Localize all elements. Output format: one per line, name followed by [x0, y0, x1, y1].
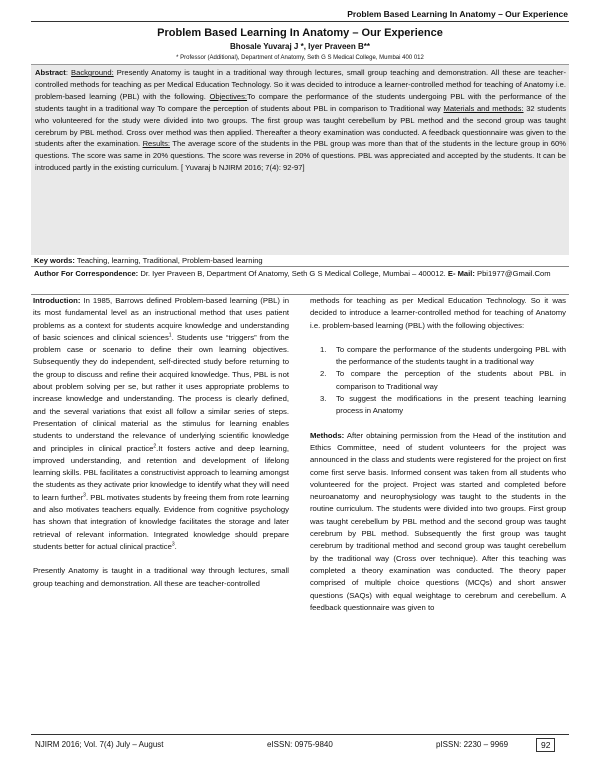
list-item: 2. To compare the perception of the students about PBL in comparison to Traditional way: [320, 369, 566, 391]
article-title: Problem Based Learning In Anatomy – Our Experience: [157, 27, 443, 39]
right-column: [310, 295, 566, 626]
abstract: Abstract: Background: Presently Anatomy is taught in a traditional way through lectures, small group teaching and demonstration. All these are teacher-controlled methods for teaching as per Medical Education Technology. So it was decided to introduce a learner-controlled method for teaching of Anatomy i.e. problem-based learning (PBL) with the following. Objectives:To compare the performance of the students undergoing PBL with the performance of the students taught in a traditional way To compare the perception of students about PBL in comparison to Traditional way Materials and methods: 32 students who volunteered for the study were divided into two groups. The first group was taught cerebellum by PBL method and the second group was taught cerebrum by PBL method. Cross over method was then applied. Thereafter a theory examination was conducted. A feedback questionnaire was given to the students after the examination. Results: The average score of the students in the PBL group was more than that of the students in the lecture group in 60% questions. The score was same in 20% questions. The score was reverse in 20% of questions. PBL was appreciated and accepted by the students. It can be introduced partly in the existing curriculum. [ Yuvaraj b NJIRM 2016; 7(4): 92-97]: [35, 68, 567, 173]
citation-ref: 2: [153, 443, 157, 449]
abstract-label: Abstract: [35, 68, 66, 77]
pissn: pISSN: 2230 – 9969: [436, 740, 509, 749]
article-authors: Bhosale Yuvaraj J *, Iyer Praveen B**: [230, 42, 370, 51]
left-column: [33, 295, 289, 602]
introduction-label: Introduction:: [33, 296, 81, 305]
correspondence-label: Author For Correspondence:: [34, 269, 139, 278]
email-address: Pbi1977@Gmail.Com: [474, 269, 551, 278]
continued-paragraph: methods for teaching as per Medical Education Technology. So it was decided to introduce a learner-controlled method for teaching of Anatomy i.e. problem-based learning (PBL) with the following objectives:: [310, 296, 566, 330]
correspondence: [31, 268, 569, 280]
header-rule: [31, 21, 569, 22]
page-footer: [31, 738, 569, 752]
methods-paragraph: Methods: After obtaining permission from the Head of the institution and Ethics Committee, need of student volunteers for the project was announced in the class and students were registered for the project on first come first serve basis. Informed consent was taken from all students who volunteered for the project. Project was started and completed before neuroanatomy and neurophysiology was taught to the students in the routine curriculum. The students were divided into two groups. First group was taught cerebellum by PBL method and the second group was taught cerebrum by PBL method. Subsequently the first group was taught cerebrum by traditional method and second group was taught cerebellum by the traditional way (Cross over technique). After this teaching was completed a theory examination was conducted. The theory paper comprised of multiple choice questions (MCQs) and short answer questions (SAQs) with equal weightage to cerebrum and cerebellum. A feedback questionnaire was given to: [310, 430, 566, 612]
methods-label: Materials and methods:: [443, 103, 524, 113]
results-text: The average score of the students in the PBL group was more than that of the students in the lecture group in 60% questions. The score was same in 20% questions. The score was reverse in 20% of questions. PBL was appreciated and accepted by the students. It can be introduced partly in the existing curriculum. [ Yuvaraj b NJIRM 2016; 7(4): 92-97]: [35, 139, 566, 173]
citation-ref: 1: [168, 332, 172, 339]
email-label: E- Mail:: [447, 269, 475, 278]
running-head: Problem Based Learning In Anatomy – Our Experience: [347, 9, 568, 19]
list-item: 1. To compare the performance of the students undergoing PBL with the performance of the students taught in a traditional way: [320, 344, 566, 367]
objectives-label: Objectives:: [209, 91, 248, 101]
citation-ref: 3: [83, 492, 86, 499]
introduction-paragraph: Introduction: In 1985, Barrows defined Problem-based learning (PBL) in its most fundamental level as an instructional method that uses patient problems as a context for students acquire knowledge and understanding of basic sciences and clinical sciences$^1$. Students use “triggers” from the problem case or scenario to define their own learning objectives. Subsequently they do independent, self-directed study before returning to the group to discuss and refine their acquired knowledge. Thus, PBL is not about problem solving per se, but rather it uses appropriate problems to increase knowledge and understanding. The process is clearly defined, and the several variations that exist all follow a similar series of steps. Presentation of clinical material as the stimulus for learning enables students to understand the relevance of underlying scientific knowledge and principles in clinical practice$^2$.It fosters active and deep learning, improved understanding, and retention and development of lifelong learning skills. PBL facilitates a constructivist approach to learning amongst the students as they activate prior knowledge to identify what they will need to learn further$^3$. PBL motivates students by freeing them from rote learning and also motivates teachers equally. Evidence from cognitive psychology has shown that integration of knowledge facilitates the storage and later retrieval of relevant information. Integrated knowledge should prepare students better for actual clinical practice$^3$.: [33, 296, 289, 551]
journal-citation: NJIRM 2016; Vol. 7(4) July – August: [35, 740, 164, 749]
author-affiliation: * Professor (Additional), Department of Anatomy, Seth G S Medical College, Mumbai 400 012: [176, 55, 424, 61]
background-label: Background:: [71, 68, 114, 77]
eissn: eISSN: 0975-9840: [267, 740, 333, 749]
methods-text: 32 students who volunteered for the study were divided into two groups. The first group was taught cerebellum by PBL method and the second group was taught cerebrum by PBL method. Cross over method was then applied. Thereafter a theory examination was conducted. A feedback questionnaire was given to the students after the examination.: [35, 103, 567, 149]
page-number: 92: [536, 738, 555, 752]
citation-ref: 3: [171, 541, 175, 548]
background-text: Presently Anatomy is taught in a traditional way through lectures, small group teaching and demonstration. All these are teacher-controlled methods for teaching as per Medical Education Technology. So it was decided to introduce a learner-controlled method for teaching of Anatomy i.e. problem-based learning (PBL) with the following.: [35, 68, 566, 101]
second-paragraph: Presently Anatomy is taught in a traditional way through lectures, small group teaching and demonstration. All these are teacher-controlled: [33, 566, 289, 588]
keywords-text: Teaching, learning, Traditional, Problem-based learning: [74, 256, 263, 265]
results-label: Results:: [142, 139, 171, 149]
keywords: [31, 255, 569, 267]
list-item: 3. To suggest the modifications in the present teaching learning process in Anatomy: [320, 394, 566, 416]
keywords-label: Key words:: [34, 256, 75, 265]
objectives-list: [310, 344, 566, 418]
footer-rule: [31, 734, 569, 735]
correspondence-text: Dr. Iyer Praveen B, Department Of Anatomy, Seth G S Medical College, Mumbai – 400012.: [138, 269, 448, 278]
objectives-text: To compare the performance of the students undergoing PBL with the performance of the students taught in a traditional way To compare the perception of students about PBL in comparison to Traditional way: [35, 91, 566, 113]
methods-section-label: Methods:: [310, 430, 345, 440]
